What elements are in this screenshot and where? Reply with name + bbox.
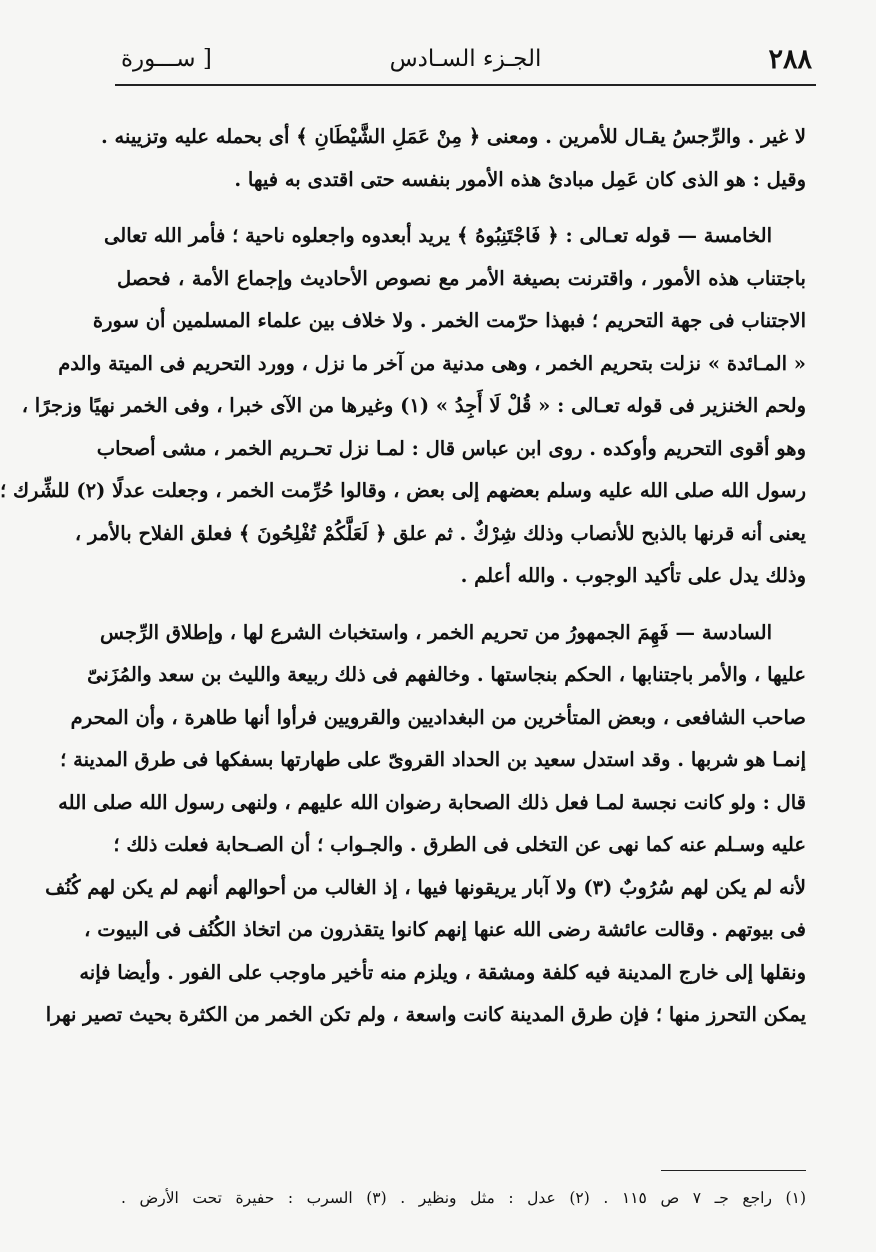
text-line: ونقلها إلى خارج المدينة فيه كلفة ومشقة ، ويلزم منه تأخير ماوجب على الفور . وأيضا فإنه — [79, 960, 806, 984]
text-line: وقيل : هو الذى كان عَمِل مبادئ هذه الأمور بنفسه حتى اقتدى به فيها . — [234, 167, 806, 191]
page-header — [115, 40, 816, 86]
text-line: فى بيوتهم . وقالت عائشة رضى الله عنها إنهم كانوا يتقذرون من اتخاذ الكُنُف فى البيوت ، — [84, 918, 806, 941]
body-text — [0, 116, 806, 1156]
text-line: الخامسة — قوله تعـالى : ﴿ فَاجْتَنِبُوهُ ﴾ يريد أبعدوه واجعلوه ناحية ؛ فأمر الله تعالى — [104, 224, 772, 247]
running-title: الجـزء السـادس — [389, 46, 542, 72]
text-line: ولحم الخنزير فى قوله تعـالى : « قُلْ لَا أَجِدُ » (١) وغيرها من الآى خبرا ، وفى الخمر نهيًا وزجرًا ، — [21, 394, 806, 417]
text-line: صاحب الشافعى ، وبعض المتأخرين من البغداديين والقرويين فرأوا أنها طاهرة ، وأن المحرم — [70, 705, 806, 729]
text-line: لأنه لم يكن لهم سُرُوبٌ (٣) ولا آبار يريقونها فيها ، إذ الغالب من أحوالهم أنهم لم يكن لهم كُنُف — [45, 875, 806, 899]
text-line: عليه وسـلم عنه كما نهى عن التخلى فى الطرق . والجـواب ؛ أن الصـحابة فعلت ذلك ؛ — [113, 833, 806, 856]
text-line: الاجتناب فى جهة التحريم ؛ فبهذا حرّمت الخمر . ولا خلاف بين علماء المسلمين أن سورة — [92, 309, 806, 332]
text-line: « المـائدة » نزلت بتحريم الخمر ، وهى مدنية من آخر ما نزل ، وورد التحريم فى الميتة والدم — [58, 351, 806, 375]
text-line: رسول الله صلى الله عليه وسلم بعضهم إلى بعض ، وقالوا حُرِّمت الخمر ، وجعلت عدلًا (٢) للشِّرك ؛ — [0, 479, 806, 502]
paragraph-gap — [117, 201, 806, 215]
footnote-2: (٢) عدل : مثل ونظير . — [400, 1189, 590, 1207]
text-line: وهو أقوى التحريم وأوكده . روى ابن عباس قال : لمـا نزل تحـريم الخمر ، مشى أصحاب — [96, 436, 806, 460]
text-line: قال : ولو كانت نجسة لمـا فعل ذلك الصحابة رضوان الله عليهم ، ولنهى رسول الله صلى الله — [58, 790, 806, 814]
text-line: يعنى أنه قرنها بالذبح للأنصاب وذلك شِرْكٌ . ثم علق ﴿ لَعَلَّكُمْ تُفْلِحُونَ ﴾ فعلق الفلاح بالأمر ، — [74, 521, 806, 545]
footnote-3: (٣) السرب : حفيرة تحت الأرض . — [121, 1189, 387, 1207]
text-line: لا غير . والرِّجسُ يقـال للأمرين . ومعنى ﴿ مِنْ عَمَلِ الشَّيْطَانِ ﴾ أى بحمله عليه وتزيينه . — [100, 125, 806, 148]
footnotes — [121, 1180, 806, 1216]
text-line: وذلك يدل على تأكيد الوجوب . والله أعلم . — [460, 564, 806, 587]
text-line: يمكن التحرز منها ؛ فإن طرق المدينة كانت واسعة ، ولم تكن الخمر من الكثرة بحيث تصير نهرا — [45, 1003, 806, 1026]
text-line: السادسة — فَهِمَ الجمهورُ من تحريم الخمر ، واستخباث الشرع لها ، وإطلاق الرِّجس — [100, 620, 772, 644]
footnote-divider — [661, 1170, 806, 1171]
text-line: عليها ، والأمر باجتنابها ، الحكم بنجاستها . وخالفهم فى ذلك ربيعة والليث بن سعد والمُزَنىّ — [87, 663, 806, 686]
footnote-1: (١) راجع جـ ٧ ص ١١٥ . — [603, 1189, 806, 1207]
page-number: ٢٨٨ — [768, 44, 812, 75]
paragraph-gap — [117, 598, 806, 612]
text-line: إنمـا هو شربها . وقد استدل سعيد بن الحداد القروىّ على طهارتها بسفكها فى طرق المدينة ؛ — [60, 748, 806, 771]
section-label: [ ســـورة — [121, 46, 212, 72]
text-line: باجتناب هذه الأمور ، واقترنت بصيغة الأمر مع نصوص الأحاديث وإجماع الأمة ، فحصل — [117, 266, 806, 290]
